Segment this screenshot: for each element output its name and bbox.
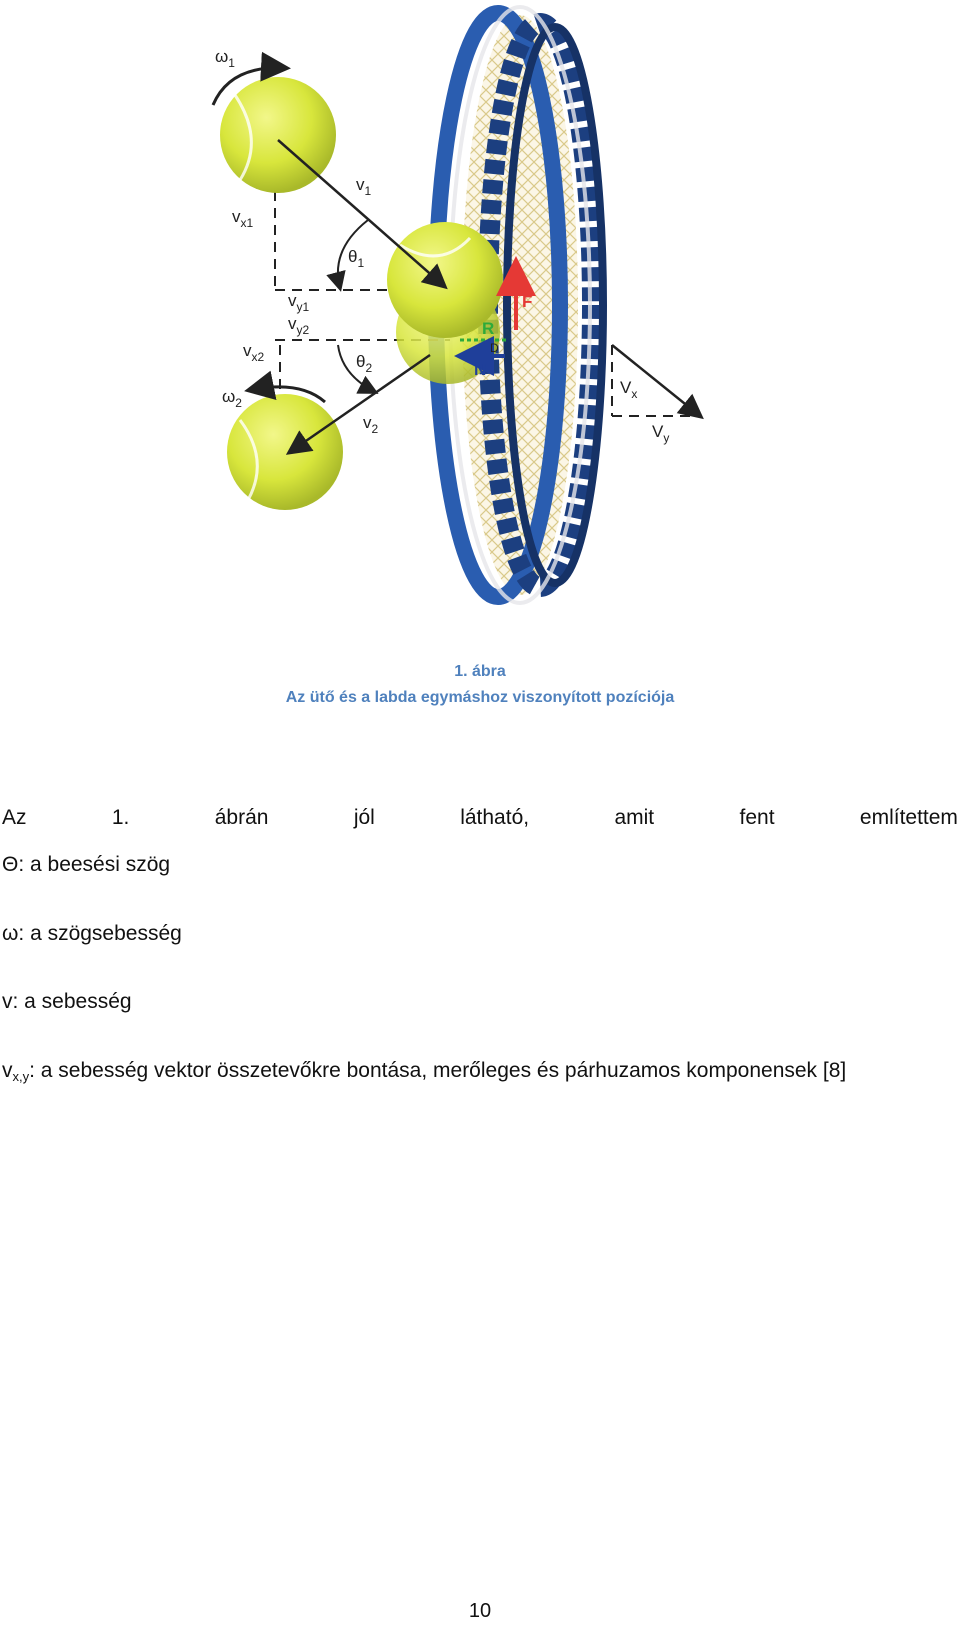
label-D: D [490, 341, 499, 355]
ball-outgoing [227, 394, 343, 510]
label-omega1: $\omega_1$ [215, 47, 235, 70]
intro-sentence [2, 806, 958, 830]
word: ábrán [214, 806, 269, 829]
label-vx1: $v_{x1}$ [232, 207, 254, 230]
figure-caption-number: 1. ábra [454, 663, 506, 680]
label-theta2: $\theta_2$ [356, 352, 373, 375]
tennis-figure [0, 0, 960, 620]
label-R: R [482, 319, 495, 338]
vxy-subscript: x,y [12, 1069, 30, 1084]
label-N: N [474, 360, 487, 379]
word: Az [2, 806, 27, 829]
vxy-symbol: v [2, 1059, 13, 1082]
word: jól [353, 806, 375, 829]
label-Vx: $V_x$ [620, 378, 638, 401]
vxy-definition [2, 1059, 846, 1084]
label-vy2: $v_{y2}$ [288, 314, 310, 337]
figure-svg [0, 0, 960, 620]
label-Vy: $V_y$ [652, 422, 670, 445]
vxy-text: : a sebesség vektor összetevőkre bontása, merőleges és párhuzamos komponensek [8] [29, 1059, 847, 1082]
label-theta1: $\theta_1$ [348, 247, 365, 270]
label-v2: $v_2$ [363, 413, 379, 436]
label-v1: $v_1$ [356, 175, 372, 198]
label-F: F [522, 292, 533, 311]
word: amit [614, 806, 655, 829]
theta-definition: Θ: a beesési szög [2, 853, 171, 876]
page-number: 10 [468, 1600, 492, 1622]
omega-definition: ω: a szögsebesség [2, 922, 182, 945]
label-omega2: $\omega_2$ [222, 387, 242, 410]
v-definition: v: a sebesség [2, 990, 132, 1013]
word: említettem [859, 806, 958, 829]
word: fent [739, 806, 775, 829]
word: 1. [111, 806, 130, 829]
label-vy1: $v_{y1}$ [288, 291, 310, 314]
figure-caption-title: Az ütő és a labda egymáshoz viszonyított pozíciója [285, 689, 675, 706]
word: látható, [460, 806, 530, 829]
label-vx2: $v_{x2}$ [243, 341, 265, 364]
